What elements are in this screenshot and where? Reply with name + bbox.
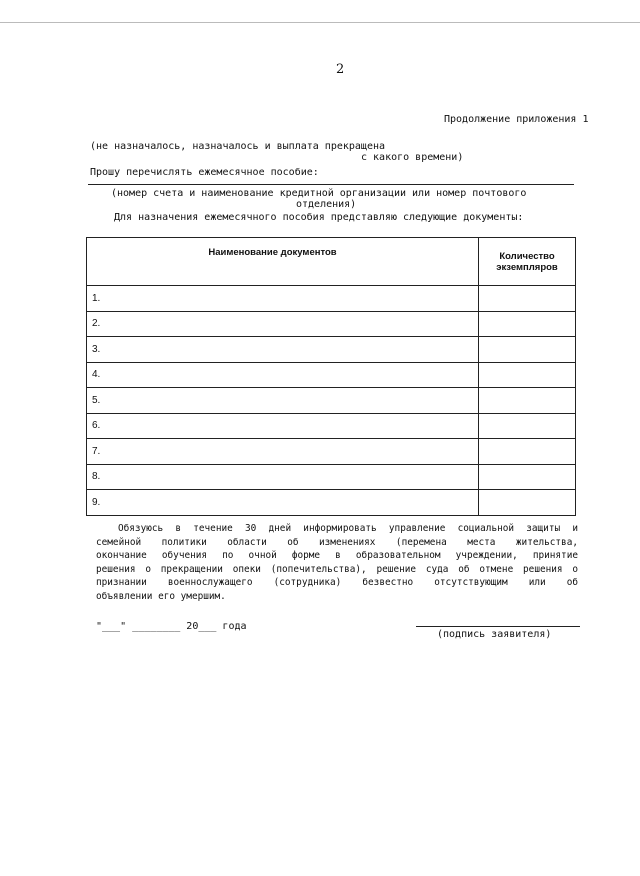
assignment-status-hint-line1: (не назначалось, назначалось и выплата прекращена <box>90 141 386 152</box>
obligation-line-4: решения о прекращении опеки (попечительства), решение суда об отмене решения о <box>96 563 578 575</box>
transfer-request-label: Прошу перечислять ежемесячное пособие: <box>90 167 319 178</box>
copies-count-cell[interactable] <box>479 286 576 312</box>
obligation-line-6: объявлении его умершим. <box>96 590 226 602</box>
account-hint-line2: отделения) <box>296 199 357 210</box>
copies-count-cell[interactable] <box>479 464 576 490</box>
row-number: 3. <box>92 343 101 355</box>
table-row <box>87 439 576 465</box>
document-name-cell[interactable] <box>87 362 479 388</box>
signature-fill-line[interactable] <box>416 626 580 627</box>
obligation-line-1: Обязуюсь в течение 30 дней информировать управление социальной защиты и <box>118 523 578 534</box>
transfer-details-fill-line[interactable] <box>88 184 574 185</box>
obligation-line-5: признании военнослужащего (сотрудника) безвестно отсутствующим или об <box>96 577 578 588</box>
row-number: 1. <box>92 292 101 304</box>
documents-intro: Для назначения ежемесячного пособия представляю следующие документы: <box>114 212 524 223</box>
copies-count-cell[interactable] <box>479 490 576 516</box>
copies-count-cell[interactable] <box>479 413 576 439</box>
appendix-continuation-label: Продолжение приложения 1 <box>444 114 589 125</box>
obligation-line-3: окончание обучения по очной форме в образовательном учреждении, принятие <box>96 550 578 561</box>
row-number: 4. <box>92 369 101 381</box>
copies-count-cell[interactable] <box>479 362 576 388</box>
row-number: 6. <box>92 420 101 432</box>
document-name-cell[interactable] <box>87 439 479 465</box>
signature-caption: (подпись заявителя) <box>437 629 552 640</box>
table-row <box>87 286 576 312</box>
obligation-paragraph <box>96 522 578 603</box>
document-name-cell[interactable] <box>87 388 479 414</box>
row-number: 8. <box>92 471 101 483</box>
table-row <box>87 311 576 337</box>
document-name-cell[interactable] <box>87 464 479 490</box>
documents-table <box>86 237 576 516</box>
document-name-cell[interactable] <box>87 490 479 516</box>
copies-count-cell[interactable] <box>479 439 576 465</box>
table-row <box>87 362 576 388</box>
document-name-cell[interactable] <box>87 337 479 363</box>
copies-count-cell[interactable] <box>479 311 576 337</box>
table-row <box>87 464 576 490</box>
header-copies-count-line1: Количество <box>499 250 555 262</box>
assignment-status-hint-line2: с какого времени) <box>361 152 464 163</box>
page-number: 2 <box>336 62 345 77</box>
date-fill-line[interactable]: "___" ________ 20___ года <box>96 621 247 632</box>
document-name-cell[interactable] <box>87 413 479 439</box>
table-row <box>87 337 576 363</box>
document-name-cell[interactable] <box>87 286 479 312</box>
header-document-name: Наименование документов <box>87 238 479 286</box>
table-row <box>87 413 576 439</box>
header-copies-count-line2: экземпляров <box>496 261 558 273</box>
row-number: 2. <box>92 318 101 330</box>
row-number: 9. <box>92 496 101 508</box>
scan-top-edge-line <box>0 22 640 23</box>
copies-count-cell[interactable] <box>479 337 576 363</box>
obligation-line-2: семейной политики области об изменениях (перемена места жительства, <box>96 536 578 548</box>
header-copies-count <box>479 238 576 286</box>
table-row <box>87 388 576 414</box>
documents-table-header-row <box>87 238 576 286</box>
row-number: 7. <box>92 445 101 457</box>
table-row <box>87 490 576 516</box>
row-number: 5. <box>92 394 101 406</box>
account-hint-line1: (номер счета и наименование кредитной организации или номер почтового <box>111 188 527 199</box>
copies-count-cell[interactable] <box>479 388 576 414</box>
document-name-cell[interactable] <box>87 311 479 337</box>
